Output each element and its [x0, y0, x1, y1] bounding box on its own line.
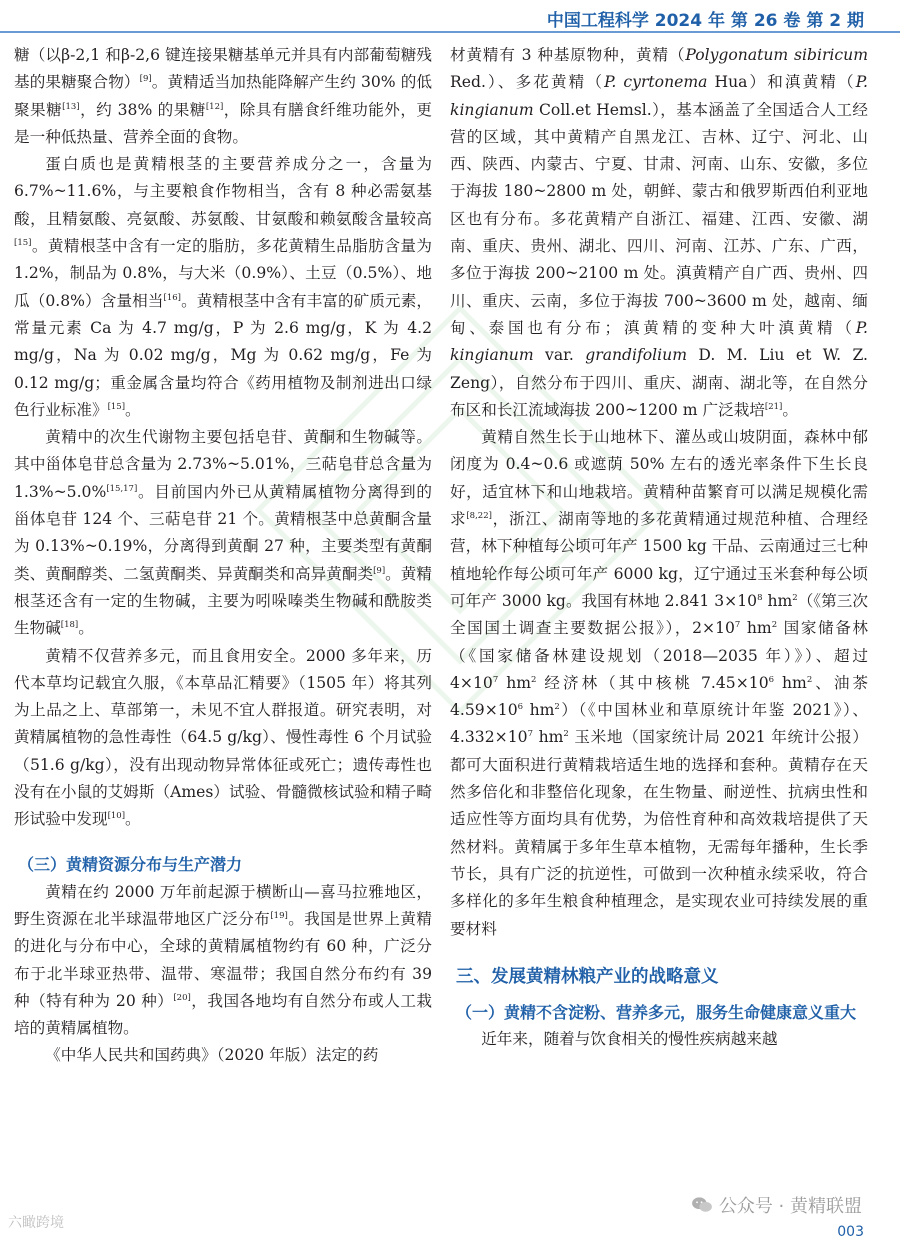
- header-rule: [0, 31, 900, 33]
- source-watermark: 六瞰跨境: [8, 1215, 64, 1231]
- paragraph: 《中华人民共和国药典》（2020 年版）法定的药: [45, 1046, 379, 1065]
- paragraph: 材黄精有 3 种基原物种，黄精（Polygonatum sibiricum Red.）、多花黄精（P. cyrtonema Hua）和滇黄精（P. kingianum Coll.et Hemsl.），基本涵盖了全国适合人工经营的区域，其中黄精产自黑龙江、吉林、辽宁、河北、山西、陕西、内蒙古、宁夏、甘肃、河南、山东、安徽，多位于海拔 180~2800 m 处，朝鲜、蒙古和俄罗斯西伯利亚地区也有分布。多花黄精产自浙江、福建、江西、安徽、湖南、重庆、贵州、湖北、四川、河南、江苏、广东、广西，多位于海拔 200~2100 m 处。滇黄精产自广西、贵州、四川、重庆、云南，多位于海拔 700~3600 m 处，越南、缅甸、泰国也有分布；滇黄精的变种大叶滇黄精（P. kingianum var. grandifolium D. M. Liu et W. Z. Zeng），自然分布于四川、重庆、湖南、湖北等，在自然分布区和长江流域海拔 200~1200 m 广泛栽培[21]。: [450, 46, 869, 419]
- section-heading: （三）黄精资源分布与生产潜力: [18, 854, 243, 874]
- wechat-account-label: [691, 1192, 862, 1218]
- running-header: [0, 0, 900, 30]
- right-column: [450, 42, 868, 1053]
- paragraph: 近年来，随着与饮食相关的慢性疾病越来越: [481, 1029, 778, 1048]
- paragraph: 黄精在约 2000 万年前起源于横断山—喜马拉雅地区，野生资源在北半球温带地区广泛分布[19]。我国是世界上黄精的进化与分布中心，全球的黄精属植物约有 60 种，广泛分布于北半球亚热带、温带、寒温带；我国自然分布约有 39 种（特有种为 20 种）[20]，我国各地均有自然分布或人工栽培的黄精属植物。: [14, 882, 432, 1038]
- chapter-heading: 三、发展黄精林粮产业的战略意义: [456, 966, 719, 987]
- paragraph: 黄精不仅营养多元，而且食用安全。2000 多年来，历代本草均记载宜久服，《本草品汇精要》（1505 年）将其列为上品之上、草部第一，未见不宜人群报道。研究表明，对黄精属植物的急性毒性（64.5 g/kg）、慢性毒性 6 个月试验（51.6 g/kg），没有出现动物异常体征或死亡；遗传毒性也没有在小鼠的艾姆斯（Ames）试验、骨髓微核试验和精子畸形试验中发现[10]。: [14, 646, 432, 829]
- left-column: [14, 42, 432, 1070]
- wechat-account-text: 公众号 · 黄精联盟: [718, 1196, 862, 1217]
- paragraph: 糖（以β-2,1 和β-2,6 键连接果糖基单元并具有内部葡萄糖残基的果糖聚合物）[9]。黄精适当加热能降解产生约 30% 的低聚果糖[13]，约 38% 的果糖[12]，除具有膳食纤维功能外，更是一种低热量、营养全面的食物。: [14, 46, 432, 146]
- paragraph: 黄精自然生长于山地林下、灌丛或山坡阴面，森林中郁闭度为 0.4~0.6 或遮荫 50% 左右的透光率条件下生长良好，适宜林下和山地栽培。黄精种苗繁育可以满足规模化需求[8,22]，浙江、湖南等地的多花黄精通过规范种植、合理经营，林下种植每公顷可年产 1500 kg 干品、云南通过三七种植地轮作每公顷可年产 6000 kg，辽宁通过玉米套种每公顷可年产 3000 kg。我国有林地 2.841 3×10$^8$ hm$^2$（《第三次全国国土调查主要数据公报》），2×10$^7$ hm$^2$ 国家储备林（《国家储备林建设规划（2018—2035 年）》）、超过 4×10$^7$ hm$^2$ 经济林（其中核桃 7.45×10$^6$ hm$^2$、油茶 4.59×10$^6$ hm$^2$）（《中国林业和草原统计年鉴 2021》）、4.332×10$^7$ hm$^2$ 玉米地（国家统计局 2021 年统计公报）都可大面积进行黄精栽培适生地的选择和套种。黄精存在天然多倍化和非整倍化现象，在生物量、耐逆性、抗病虫性和适应性等方面均具有优势，为倍性育种和高效栽培提供了天然材料。黄精属于多年生草本植物，无需每年播种，生长季节长，具有广泛的抗逆性，可做到一次种植永续采收，符合多样化的多年生粮食种植理念，是实现农业可持续发展的重要材料: [450, 428, 868, 938]
- section-heading: （一）黄精不含淀粉、营养多元，服务生命健康意义重大: [456, 1002, 857, 1022]
- paragraph: 黄精中的次生代谢物主要包括皂苷、黄酮和生物碱等。其中甾体皂苷总含量为 2.73%~5.01%，三萜皂苷总含量为 1.3%~5.0%[15,17]。目前国内外已从黄精属植物分离得到的甾体皂苷 124 个、三萜皂苷 21 个。黄精根茎中总黄酮含量为 0.13%~0.19%，分离得到黄酮 27 种，主要类型有黄酮类、黄酮醇类、二氢黄酮类、异黄酮类和高异黄酮类[9]。黄精根茎还含有一定的生物碱，主要为吲哚嗪类生物碱和酰胺类生物碱[18]。: [14, 428, 432, 638]
- journal-header-title: 中国工程科学 2024 年 第 26 卷 第 2 期: [546, 11, 864, 31]
- page-number: 003: [837, 1224, 864, 1240]
- wechat-icon: [691, 1196, 713, 1214]
- paragraph: 蛋白质也是黄精根茎的主要营养成分之一，含量为 6.7%~11.6%，与主要粮食作物相当，含有 8 种必需氨基酸，且精氨酸、亮氨酸、苏氨酸、甘氨酸和赖氨酸含量较高[15]。黄精根茎中含有一定的脂肪，多花黄精生品脂肪含量为 1.2%，制品为 0.8%，与大米（0.9%）、土豆（0.5%）、地瓜（0.8%）含量相当[16]。黄精根茎中含有丰富的矿质元素，常量元素 Ca 为 4.7 mg/g，P 为 2.6 mg/g，K 为 4.2 mg/g，Na 为 0.02 mg/g，Mg 为 0.62 mg/g，Fe 为 0.12 mg/g；重金属含量均符合《药用植物及制剂进出口绿色行业标准》[15]。: [14, 155, 432, 419]
